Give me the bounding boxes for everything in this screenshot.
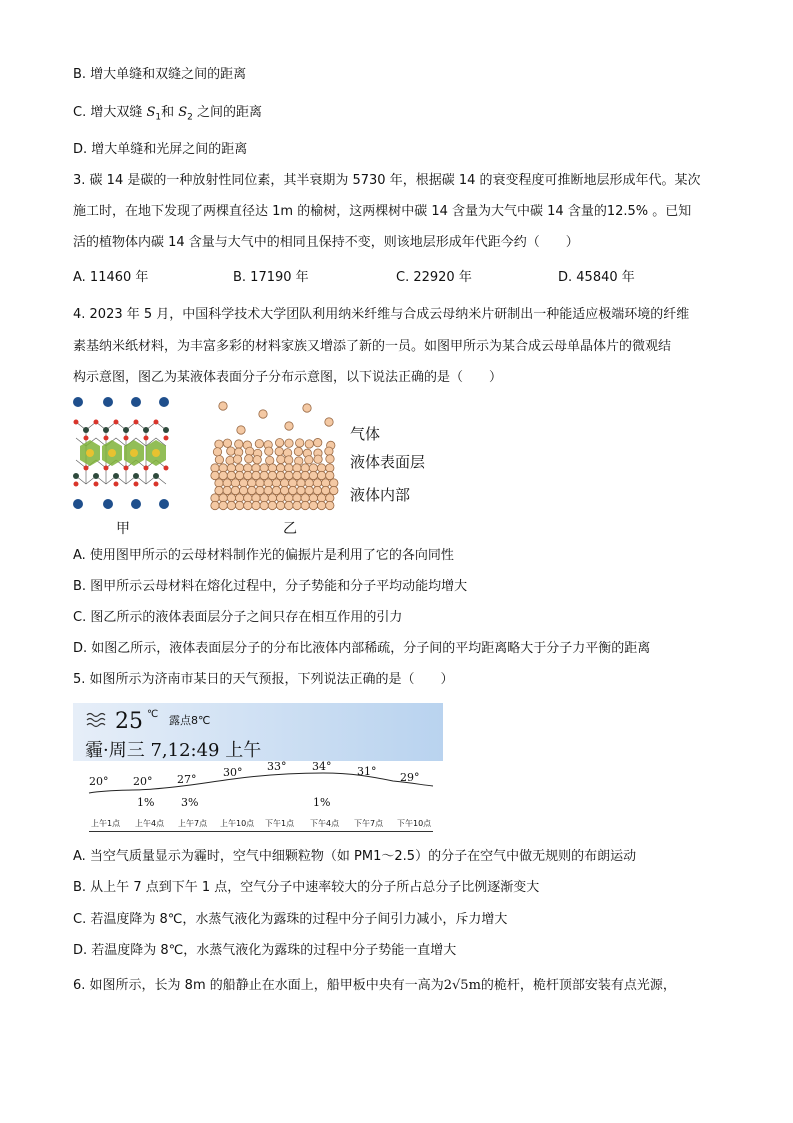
molecule bbox=[266, 456, 274, 464]
q3-line-1: 3. 碳 14 是碳的一种放射性同位素，其半衰期为 5730 年，根据碳 14 的衰变程度可推断地层形成年代。某次 bbox=[73, 173, 701, 188]
temp-value: 33° bbox=[267, 760, 287, 773]
molecule bbox=[325, 418, 333, 426]
molecule bbox=[314, 455, 322, 463]
molecule bbox=[293, 471, 301, 479]
molecule bbox=[275, 447, 283, 455]
figure-label-jia: 甲 bbox=[116, 521, 130, 537]
precip-value: 1% bbox=[313, 796, 331, 809]
time-label: 上午1点 bbox=[91, 819, 121, 828]
molecule bbox=[285, 471, 293, 479]
molecule bbox=[280, 486, 288, 494]
q3-line-3: 活的植物体内碳 14 含量与大气中的相同且保持不变，则该地层形成年代距今约（ ） bbox=[73, 235, 579, 250]
symbol-s2-sub: 2 bbox=[187, 112, 193, 123]
temp-value: 29° bbox=[400, 771, 420, 784]
molecule bbox=[285, 501, 293, 509]
time-label: 下午10点 bbox=[397, 819, 432, 828]
molecule bbox=[303, 404, 311, 412]
dew-point: 露点8℃ bbox=[169, 714, 211, 727]
label-surface-layer: 液体表面层 bbox=[350, 453, 426, 471]
molecule bbox=[223, 486, 231, 494]
symbol-s2: S bbox=[178, 105, 188, 120]
molecule bbox=[215, 440, 223, 448]
label-gas: 气体 bbox=[350, 425, 381, 443]
liquid-surface-figure bbox=[205, 396, 345, 516]
molecule bbox=[219, 402, 227, 410]
q6-mast-height: 2√5m bbox=[443, 978, 481, 993]
molecule bbox=[227, 471, 235, 479]
q5-option-d: D. 若温度降为 8℃，水蒸气液化为露珠的过程中分子势能一直增大 bbox=[73, 943, 457, 958]
molecule bbox=[213, 448, 221, 456]
symbol-s1: S bbox=[146, 105, 156, 120]
q4-option-c: C. 图乙所示的液体表面层分子之间只存在相互作用的引力 bbox=[73, 610, 403, 625]
q3-option-b: B. 17190 年 bbox=[233, 270, 309, 285]
molecule bbox=[293, 501, 301, 509]
time-label: 下午7点 bbox=[354, 819, 384, 828]
molecule bbox=[227, 447, 235, 455]
temp-value: 30° bbox=[223, 766, 243, 779]
weather-status: 霾·周三 7,12:49 上午 bbox=[85, 740, 262, 761]
molecule bbox=[237, 426, 245, 434]
molecule bbox=[235, 471, 243, 479]
molecule bbox=[301, 471, 309, 479]
q4-line-1: 4. 2023 年 5 月，中国科学技术大学团队利用纳米纤维与合成云母纳米片研制出一种能适应极端环境的纤维 bbox=[73, 307, 690, 322]
molecule bbox=[215, 456, 223, 464]
current-temperature: 25 bbox=[115, 709, 143, 734]
label-liquid-interior: 液体内部 bbox=[350, 486, 411, 504]
temp-value: 20° bbox=[89, 775, 109, 788]
molecule bbox=[277, 455, 285, 463]
q5-option-b: B. 从上午 7 点到下午 1 点，空气分子中速率较大的分子所占总分子比例逐渐变大 bbox=[73, 880, 540, 895]
precip-value: 1% bbox=[137, 796, 155, 809]
option-c-mid: 和 bbox=[161, 105, 179, 120]
q4-line-2: 素基纳米纸材料，为丰富多彩的材料家族又增添了新的一员。如图甲所示为某合成云母单晶体片的微观结 bbox=[73, 339, 672, 354]
q5-option-a: A. 当空气质量显示为霾时，空气中细颗粒物（如 PM1～2.5）的分子在空气中做无规则的布朗运动 bbox=[73, 849, 637, 864]
molecule bbox=[305, 486, 313, 494]
molecule bbox=[301, 501, 309, 509]
molecule bbox=[215, 486, 223, 494]
molecule bbox=[211, 471, 219, 479]
molecule bbox=[255, 440, 263, 448]
temperature-curve bbox=[73, 761, 443, 811]
molecule bbox=[227, 501, 235, 509]
molecule bbox=[317, 501, 325, 509]
symbol-s1-sub: 1 bbox=[155, 112, 162, 123]
q4-option-b: B. 图甲所示云母材料在熔化过程中，分子势能和分子平均动能均增大 bbox=[73, 579, 468, 594]
q6-prefix: 6. 如图所示，长为 8m 的船静止在水面上，船甲板中央有一高为 bbox=[73, 978, 444, 993]
q3-line-2: 施工时，在地下发现了两棵直径达 1m 的榆树，这两棵树中碳 14 含量为大气中碳 14 含量的12.5% 。已知 bbox=[73, 204, 692, 219]
molecule bbox=[264, 486, 272, 494]
option-c bbox=[73, 104, 262, 127]
molecule bbox=[219, 471, 227, 479]
molecule bbox=[276, 501, 284, 509]
molecule bbox=[256, 486, 264, 494]
q4-option-d: D. 如图乙所示，液体表面层分子的分布比液体内部稀疏，分子间的平均距离略大于分子力平衡的距离 bbox=[73, 641, 651, 656]
molecule bbox=[285, 422, 293, 430]
molecule bbox=[244, 501, 252, 509]
molecule bbox=[248, 486, 256, 494]
molecule bbox=[305, 456, 313, 464]
molecule bbox=[260, 501, 268, 509]
precip-value: 3% bbox=[181, 796, 199, 809]
q6-suffix: 的桅杆，桅杆顶部安装有点光源， bbox=[480, 978, 676, 993]
q4-line-3: 构示意图，图乙为某液体表面分子分布示意图，以下说法正确的是（ ） bbox=[73, 370, 503, 385]
molecule bbox=[309, 471, 317, 479]
molecule bbox=[268, 471, 276, 479]
q6-line-1 bbox=[73, 977, 676, 995]
temp-value: 27° bbox=[177, 773, 197, 786]
molecule bbox=[245, 455, 253, 463]
molecule bbox=[285, 439, 293, 447]
molecule bbox=[253, 456, 261, 464]
figure-label-yi: 乙 bbox=[283, 521, 297, 537]
q3-option-c: C. 22920 年 bbox=[396, 270, 472, 285]
molecule bbox=[297, 486, 305, 494]
molecule bbox=[239, 486, 247, 494]
molecule bbox=[223, 439, 231, 447]
molecule bbox=[313, 486, 321, 494]
molecule bbox=[276, 471, 284, 479]
molecule bbox=[321, 486, 329, 494]
option-d: D. 增大单缝和光屏之间的距离 bbox=[73, 142, 248, 157]
molecule bbox=[235, 440, 243, 448]
molecule bbox=[330, 486, 338, 494]
temp-value: 34° bbox=[312, 760, 332, 773]
q5-line-1: 5. 如图所示为济南市某日的天气预报，下列说法正确的是（ ） bbox=[73, 672, 454, 687]
timeline-baseline bbox=[89, 831, 433, 832]
molecule bbox=[305, 440, 313, 448]
molecule bbox=[285, 456, 293, 464]
temp-value: 31° bbox=[357, 765, 377, 778]
time-label: 上午7点 bbox=[178, 819, 208, 828]
time-label: 下午1点 bbox=[265, 819, 295, 828]
temp-value: 20° bbox=[133, 775, 153, 788]
molecule bbox=[325, 447, 333, 455]
molecule bbox=[326, 455, 334, 463]
molecule bbox=[289, 486, 297, 494]
molecule bbox=[309, 501, 317, 509]
mica-crystal-figure bbox=[72, 394, 172, 514]
time-label: 上午4点 bbox=[135, 819, 165, 828]
option-b: B. 增大单缝和双缝之间的距离 bbox=[73, 67, 247, 82]
molecule bbox=[235, 501, 243, 509]
molecule bbox=[272, 486, 280, 494]
q4-option-a: A. 使用图甲所示的云母材料制作光的偏振片是利用了它的各向同性 bbox=[73, 548, 454, 563]
molecule bbox=[252, 471, 260, 479]
molecule bbox=[219, 501, 227, 509]
molecule bbox=[265, 447, 273, 455]
molecule bbox=[252, 501, 260, 509]
molecule bbox=[268, 501, 276, 509]
molecule bbox=[233, 455, 241, 463]
haze-icon bbox=[85, 711, 109, 729]
temperature-unit: ℃ bbox=[147, 709, 159, 720]
molecule bbox=[314, 438, 322, 446]
option-c-prefix: C. 增大双缝 bbox=[73, 105, 147, 120]
molecule bbox=[275, 439, 283, 447]
molecule bbox=[294, 447, 302, 455]
molecule bbox=[226, 456, 234, 464]
time-label: 上午10点 bbox=[220, 819, 255, 828]
weather-forecast-widget bbox=[73, 703, 443, 833]
time-label: 下午4点 bbox=[310, 819, 340, 828]
q5-option-c: C. 若温度降为 8℃，水蒸气液化为露珠的过程中分子间引力减小，斥力增大 bbox=[73, 912, 508, 927]
molecule bbox=[295, 439, 303, 447]
molecule bbox=[231, 486, 239, 494]
molecule bbox=[260, 471, 268, 479]
molecule bbox=[259, 410, 267, 418]
molecule bbox=[211, 501, 219, 509]
option-c-suffix: 之间的距离 bbox=[192, 105, 263, 120]
q3-option-a: A. 11460 年 bbox=[73, 270, 149, 285]
molecule bbox=[317, 471, 325, 479]
molecule bbox=[244, 471, 252, 479]
molecule bbox=[326, 471, 334, 479]
molecule bbox=[326, 501, 334, 509]
q3-option-d: D. 45840 年 bbox=[558, 270, 635, 285]
